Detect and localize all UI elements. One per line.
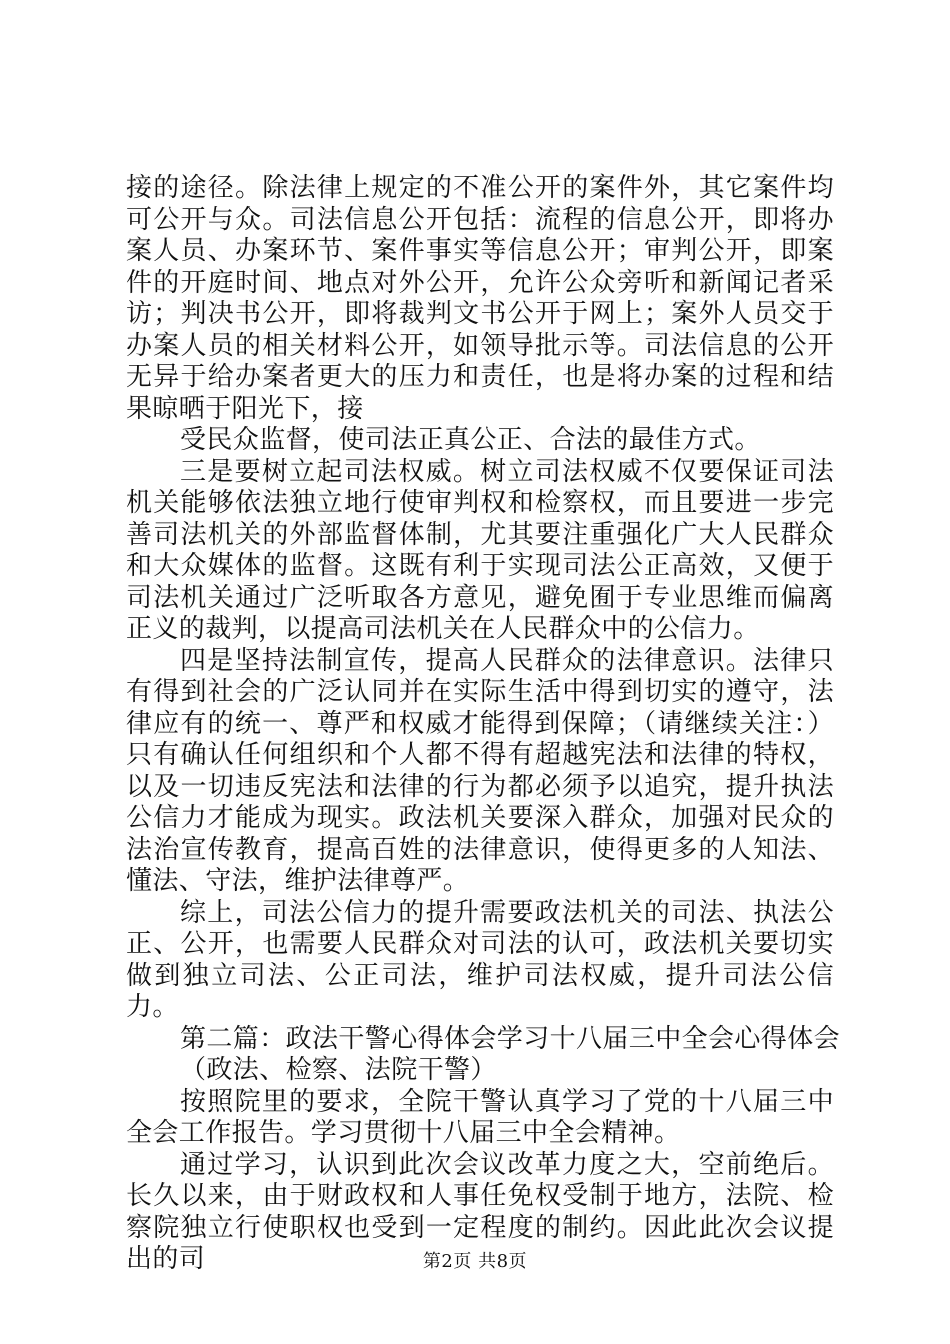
paragraph-study-requirement: 按照院里的要求，全院干警认真学习了党的十八届三中全会工作报告。学习贯彻十八届三中全会精神。 bbox=[126, 1086, 834, 1148]
page-number-footer: 第2页 共8页 bbox=[422, 1251, 528, 1272]
paragraph-supervision: 受民众监督，使司法正真公正、合法的最佳方式。 bbox=[180, 425, 761, 455]
paragraph-study-insight: 通过学习，认识到此次会议改革力度之大，空前绝后。长久以来，由于财政权和人事任免权受制于地方，法院、检察院独立行使职权也受到一定程度的制约。因此此次会议提出的司 bbox=[126, 1149, 834, 1274]
section-subtitle: （政法、检察、法院干警） bbox=[180, 1055, 497, 1085]
section-title: 第二篇：政法干警心得体会学习十八届三中全会心得体会 bbox=[180, 1023, 841, 1054]
paragraph-continuation: 接的途径。除法律上规定的不准公开的案件外，其它案件均可公开与众。司法信息公开包括：流程的信息公开，即将办案人员、办案环节、案件事实等信息公开；审判公开，即案件的开庭时间、地点对外公开，允许公众旁听和新闻记者采访；判决书公开，即将裁判文书公开于网上；案外人员交于办案人员的相关材料公开，如领导批示等。司法信息的公开无异于给办案者更大的压力和责任，也是将办案的过程和结果晾晒于阳光下，接 bbox=[126, 173, 834, 424]
paragraph-summary: 综上，司法公信力的提升需要政法机关的司法、执法公正、公开，也需要人民群众对司法的认可，政法机关要切实做到独立司法、公正司法，维护司法权威，提升司法公信力。 bbox=[126, 897, 834, 1022]
paragraph-judicial-authority: 三是要树立起司法权威。树立司法权威不仅要保证司法机关能够依法独立地行使审判权和检察权，而且要进一步完善司法机关的外部监督体制，尤其要注重强化广大人民群众和大众媒体的监督。这既有利于实现司法公正高效，又便于司法机关通过广泛听取各方意见，避免囿于专业思维而偏离正义的裁判，以提高司法机关在人民群众中的公信力。 bbox=[126, 456, 834, 644]
document-body bbox=[126, 173, 841, 1276]
paragraph-legal-publicity: 四是坚持法制宣传，提高人民群众的法律意识。法律只有得到社会的广泛认同并在实际生活中得到切实的遵守，法律应有的统一、尊严和权威才能得到保障；（请继续关注：）只有确认任何组织和个人都不得有超越宪法和法律的特权，以及一切违反宪法和法律的行为都必须予以追究，提升执法公信力才能成为现实。政法机关要深入群众，加强对民众的法治宣传教育，提高百姓的法律意识，使得更多的人知法、懂法、守法，维护法律尊严。 bbox=[126, 645, 834, 896]
